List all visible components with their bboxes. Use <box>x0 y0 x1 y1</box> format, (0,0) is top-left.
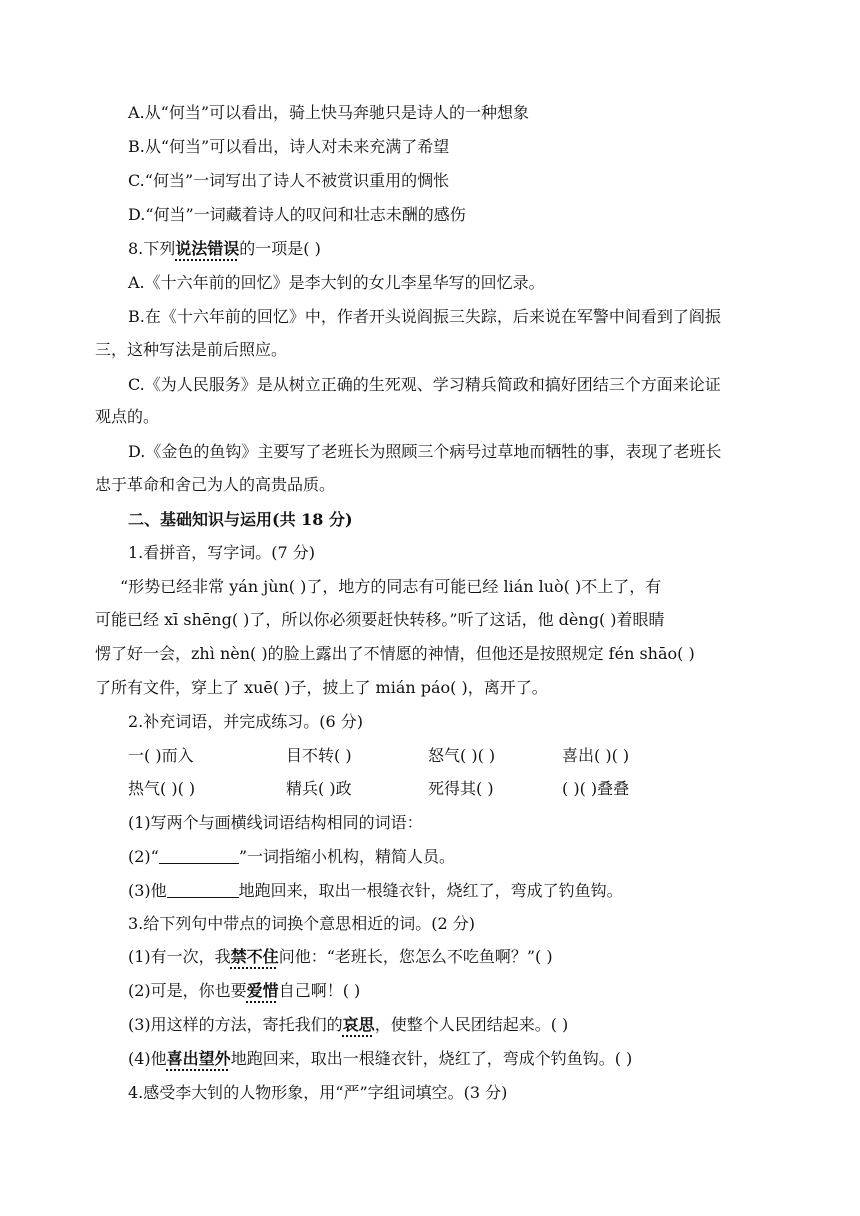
q7-option-c: C.“何当”一词写出了诗人不被赏识重用的惆怅 <box>128 171 450 190</box>
word-blank-item: 热气( )( ) <box>128 779 196 798</box>
word-blank-item: 一( )而入 <box>128 746 194 765</box>
q7-option-d: D.“何当”一词藏着诗人的叹问和壮志未酬的感伤 <box>128 205 466 224</box>
q1-title: 1.看拼音，写字词。(7 分) <box>128 543 316 562</box>
q2-sub2: (2)“ ”一词指缩小机构，精简人员。 <box>128 847 456 866</box>
emphasis-text: 禁不住 <box>230 947 279 966</box>
word-blank-item: ( )( )叠叠 <box>562 779 630 798</box>
q2-word-row-2 <box>128 778 768 800</box>
fill-blank-line[interactable] <box>167 881 239 898</box>
q8-option-c-line1: C.《为人民服务》是从树立正确的生死观、学习精兵简政和搞好团结三个方面来论证 <box>128 375 721 394</box>
q1-passage-line2: 可能已经 xī shēng( )了，所以你必须要赶快转移。”听了这话，他 dèng( )着眼睛 <box>95 610 665 629</box>
q2-sub1: (1)写两个与画横线词语结构相同的词语： <box>128 813 423 832</box>
q3-sub2: (2)可是，你也要爱惜自己啊！( ) <box>128 981 361 1000</box>
q3-title: 3.给下列句中带点的词换个意思相近的词。(2 分) <box>128 914 476 933</box>
q8-option-b-line1: B.在《十六年前的回忆》中，作者开头说阎振三失踪，后来说在军警中间看到了阎振 <box>128 307 721 326</box>
q3-sub3: (3)用这样的方法，寄托我们的哀思，使整个人民团结起来。( ) <box>128 1015 569 1034</box>
q2-sub3: (3)他 地跑回来，取出一根缝衣针，烧红了，弯成了钓鱼钩。 <box>128 881 623 900</box>
word-blank-item: 喜出( )( ) <box>562 746 630 765</box>
q2-title: 2.补充词语，并完成练习。(6 分) <box>128 712 364 731</box>
word-blank-item: 目不转( ) <box>286 746 352 765</box>
emphasis-text: 爱惜 <box>246 981 279 1000</box>
q3-sub1: (1)有一次，我禁不住问他：“老班长，您怎么不吃鱼啊？”( ) <box>128 947 553 966</box>
emphasis-text: 喜出望外 <box>166 1049 231 1068</box>
q1-passage-line4: 了所有文件，穿上了 xuē( )子，披上了 mián páo( )，离开了。 <box>95 678 548 697</box>
q7-option-a: A.从“何当”可以看出，骑上快马奔驰只是诗人的一种想象 <box>128 103 530 122</box>
q1-passage-line1: “形势已经非常 yán jùn( )了，地方的同志有可能已经 lián luò( )不上了，有 <box>120 577 662 596</box>
emphasis-text: 哀思 <box>342 1015 375 1034</box>
q8-option-c-line2: 观点的。 <box>95 407 160 426</box>
q8-option-d-line2: 忠于革命和舍己为人的高贵品质。 <box>95 475 336 494</box>
word-blank-item: 死得其( ) <box>428 779 494 798</box>
q7-option-b: B.从“何当”可以看出，诗人对未来充满了希望 <box>128 137 450 156</box>
q3-sub4: (4)他喜出望外地跑回来，取出一根缝衣针，烧红了，弯成个钓鱼钩。( ) <box>128 1049 633 1068</box>
emphasis-text: 说法错误 <box>175 239 240 258</box>
q8-option-d-line1: D.《金色的鱼钩》主要写了老班长为照顾三个病号过草地而牺牲的事，表现了老班长 <box>128 442 722 461</box>
q4-title: 4.感受李大钊的人物形象，用“严”字组词填空。(3 分) <box>128 1083 508 1102</box>
q8-option-b-line2: 三，这种写法是前后照应。 <box>95 340 288 359</box>
word-blank-item: 精兵( )政 <box>286 779 352 798</box>
q8-option-a: A.《十六年前的回忆》是李大钊的女儿李星华写的回忆录。 <box>128 273 545 292</box>
section-heading: 二、基础知识与运用(共 18 分) <box>128 510 353 529</box>
q8-question: 8.下列说法错误的一项是( ) <box>128 239 321 258</box>
q1-passage-line3: 愣了好一会，zhì nèn( )的脸上露出了不情愿的神情，但他还是按照规定 fén shāo( ) <box>95 644 695 663</box>
fill-blank-line[interactable] <box>159 847 239 864</box>
q2-word-row-1 <box>128 745 768 767</box>
word-blank-item: 怒气( )( ) <box>428 746 496 765</box>
